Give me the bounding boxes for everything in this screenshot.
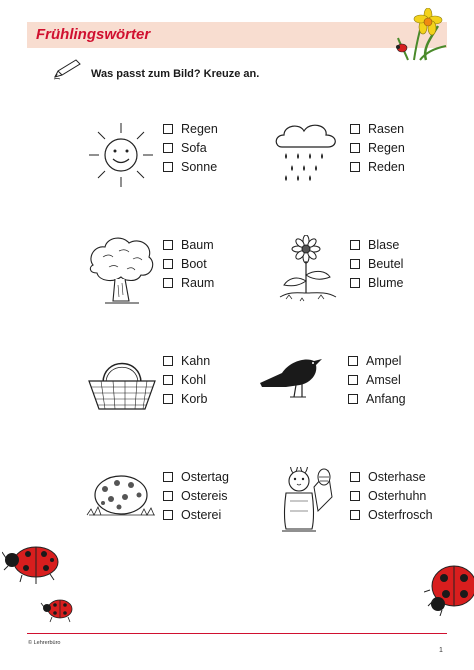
checkbox[interactable] <box>350 491 360 501</box>
option-list <box>348 351 406 408</box>
word-item <box>83 235 283 310</box>
rain-cloud-icon <box>270 119 350 194</box>
checkbox[interactable] <box>348 375 358 385</box>
option[interactable]: Beutel <box>350 254 403 273</box>
option[interactable]: Boot <box>163 254 214 273</box>
copyright-text: © Lehrerbüro <box>28 640 61 646</box>
word-item <box>83 119 283 194</box>
checkbox[interactable] <box>348 394 358 404</box>
word-item <box>270 467 470 542</box>
option-list <box>163 119 218 176</box>
word-item <box>83 467 283 542</box>
option[interactable]: Korb <box>163 389 210 408</box>
option[interactable]: Osterhuhn <box>350 486 433 505</box>
checkbox[interactable] <box>163 510 173 520</box>
easter-egg-icon <box>83 467 163 542</box>
ladybug-icon <box>424 560 474 616</box>
option[interactable]: Regen <box>163 119 218 138</box>
checkbox[interactable] <box>163 240 173 250</box>
option[interactable]: Blase <box>350 235 403 254</box>
option[interactable]: Osterfrosch <box>350 505 433 524</box>
blackbird-icon <box>256 351 336 426</box>
checkbox[interactable] <box>163 124 173 134</box>
word-item <box>268 351 468 426</box>
checkbox[interactable] <box>348 356 358 366</box>
checkbox[interactable] <box>350 278 360 288</box>
sun-icon <box>83 119 163 194</box>
checkbox[interactable] <box>163 394 173 404</box>
checkbox[interactable] <box>163 143 173 153</box>
option[interactable]: Amsel <box>348 370 406 389</box>
option[interactable]: Blume <box>350 273 403 292</box>
checkbox[interactable] <box>163 472 173 482</box>
option[interactable]: Ampel <box>348 351 406 370</box>
option[interactable]: Reden <box>350 157 405 176</box>
option[interactable]: Osterei <box>163 505 229 524</box>
option[interactable]: Osterhase <box>350 467 433 486</box>
pencil-icon <box>52 58 82 80</box>
option[interactable]: Sofa <box>163 138 218 157</box>
checkbox[interactable] <box>163 356 173 366</box>
option[interactable]: Ostereis <box>163 486 229 505</box>
option-list <box>350 119 405 176</box>
checkbox[interactable] <box>163 259 173 269</box>
option-list <box>163 467 229 524</box>
option-list <box>350 235 403 292</box>
tree-icon <box>83 235 163 310</box>
option[interactable]: Kohl <box>163 370 210 389</box>
checkbox[interactable] <box>163 375 173 385</box>
option[interactable]: Regen <box>350 138 405 157</box>
option[interactable]: Kahn <box>163 351 210 370</box>
option[interactable]: Baum <box>163 235 214 254</box>
daffodil-icon <box>392 8 452 63</box>
flower-icon <box>270 235 350 310</box>
checkbox[interactable] <box>350 143 360 153</box>
checkbox[interactable] <box>350 472 360 482</box>
checkbox[interactable] <box>350 162 360 172</box>
page-title: Frühlingswörter <box>36 26 151 43</box>
option[interactable]: Raum <box>163 273 214 292</box>
option-list <box>163 235 214 292</box>
checkbox[interactable] <box>350 124 360 134</box>
word-item <box>270 119 470 194</box>
checkbox[interactable] <box>350 240 360 250</box>
checkbox[interactable] <box>350 510 360 520</box>
checkbox[interactable] <box>163 278 173 288</box>
word-item <box>270 235 470 310</box>
option[interactable]: Anfang <box>348 389 406 408</box>
word-item <box>83 351 283 426</box>
instruction-text: Was passt zum Bild? Kreuze an. <box>91 68 260 80</box>
option-list <box>350 467 433 524</box>
checkbox[interactable] <box>163 491 173 501</box>
ladybug-icon <box>40 595 76 623</box>
checkbox[interactable] <box>350 259 360 269</box>
footer-divider <box>27 633 447 634</box>
ladybug-icon <box>2 538 64 586</box>
option-list <box>163 351 210 408</box>
checkbox[interactable] <box>163 162 173 172</box>
option[interactable]: Ostertag <box>163 467 229 486</box>
basket-icon <box>83 351 163 426</box>
option[interactable]: Sonne <box>163 157 218 176</box>
page-number: 1 <box>439 647 443 654</box>
easter-bunny-icon <box>270 467 350 542</box>
option[interactable]: Rasen <box>350 119 405 138</box>
